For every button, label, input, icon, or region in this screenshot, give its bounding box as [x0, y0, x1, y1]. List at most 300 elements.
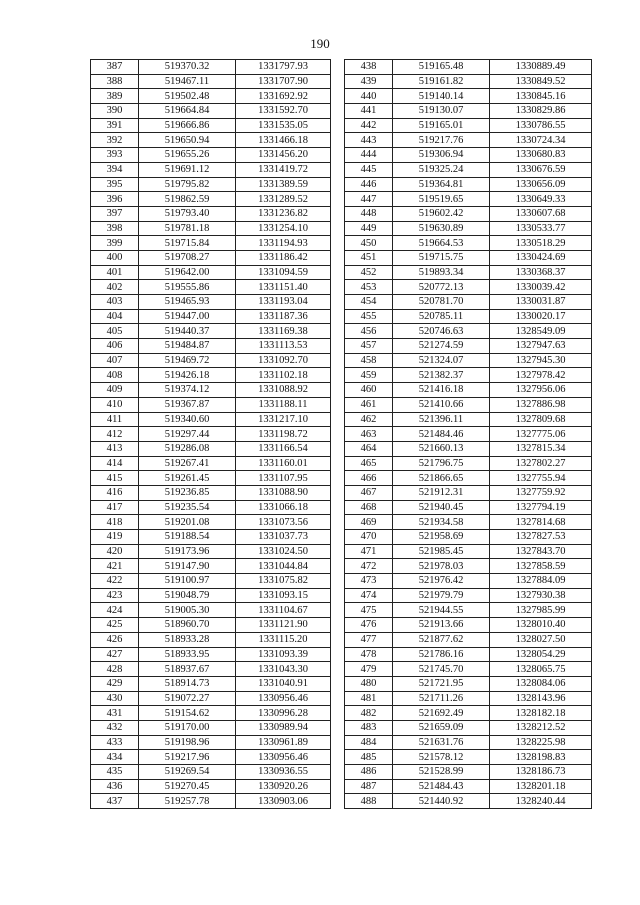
y-coordinate-cell: 1331094.59	[236, 265, 331, 280]
x-coordinate-cell: 519100.97	[139, 574, 236, 589]
y-coordinate-cell: 1331169.38	[236, 324, 331, 339]
table-row	[91, 89, 331, 104]
y-coordinate-cell: 1330424.69	[490, 250, 592, 265]
x-coordinate-cell: 519893.34	[393, 265, 490, 280]
point-number-cell: 456	[345, 324, 393, 339]
x-coordinate-cell: 521484.43	[393, 779, 490, 794]
x-coordinate-cell: 519630.89	[393, 221, 490, 236]
table-row	[345, 368, 592, 383]
y-coordinate-cell: 1331044.84	[236, 559, 331, 574]
y-coordinate-cell: 1331236.82	[236, 206, 331, 221]
table-row	[345, 250, 592, 265]
point-number-cell: 429	[91, 676, 139, 691]
table-row	[345, 133, 592, 148]
point-number-cell: 467	[345, 485, 393, 500]
x-coordinate-cell: 519795.82	[139, 177, 236, 192]
y-coordinate-cell: 1328186.73	[490, 765, 592, 780]
point-number-cell: 457	[345, 339, 393, 354]
coordinate-table-right	[344, 59, 592, 809]
y-coordinate-cell: 1330039.42	[490, 280, 592, 295]
y-coordinate-cell: 1331194.93	[236, 236, 331, 251]
point-number-cell: 406	[91, 339, 139, 354]
point-number-cell: 430	[91, 691, 139, 706]
point-number-cell: 422	[91, 574, 139, 589]
point-number-cell: 432	[91, 720, 139, 735]
point-number-cell: 436	[91, 779, 139, 794]
x-coordinate-cell: 519005.30	[139, 603, 236, 618]
x-coordinate-cell: 518960.70	[139, 618, 236, 633]
x-coordinate-cell: 520785.11	[393, 309, 490, 324]
point-number-cell: 400	[91, 250, 139, 265]
table-row	[345, 412, 592, 427]
y-coordinate-cell: 1328182.18	[490, 706, 592, 721]
y-coordinate-cell: 1327755.94	[490, 471, 592, 486]
point-number-cell: 455	[345, 309, 393, 324]
y-coordinate-cell: 1327886.98	[490, 397, 592, 412]
x-coordinate-cell: 519469.72	[139, 353, 236, 368]
table-row	[345, 324, 592, 339]
y-coordinate-cell: 1330533.77	[490, 221, 592, 236]
point-number-cell: 403	[91, 295, 139, 310]
table-row	[345, 236, 592, 251]
point-number-cell: 439	[345, 74, 393, 89]
table-row	[345, 706, 592, 721]
x-coordinate-cell: 519257.78	[139, 794, 236, 809]
x-coordinate-cell: 519642.00	[139, 265, 236, 280]
x-coordinate-cell: 519198.96	[139, 735, 236, 750]
table-row	[91, 353, 331, 368]
table-row	[91, 324, 331, 339]
table-row	[345, 544, 592, 559]
point-number-cell: 462	[345, 412, 393, 427]
table-row	[91, 559, 331, 574]
table-row	[91, 368, 331, 383]
y-coordinate-cell: 1327802.27	[490, 456, 592, 471]
y-coordinate-cell: 1330956.46	[236, 750, 331, 765]
table-row	[91, 162, 331, 177]
point-number-cell: 487	[345, 779, 393, 794]
x-coordinate-cell: 521721.95	[393, 676, 490, 691]
x-coordinate-cell: 519650.94	[139, 133, 236, 148]
table-row	[345, 309, 592, 324]
y-coordinate-cell: 1330920.26	[236, 779, 331, 794]
table-row	[345, 383, 592, 398]
table-row	[345, 148, 592, 163]
point-number-cell: 437	[91, 794, 139, 809]
point-number-cell: 486	[345, 765, 393, 780]
point-number-cell: 446	[345, 177, 393, 192]
table-row	[345, 691, 592, 706]
y-coordinate-cell: 1331193.04	[236, 295, 331, 310]
x-coordinate-cell: 519140.14	[393, 89, 490, 104]
table-row	[345, 104, 592, 119]
table-row	[91, 691, 331, 706]
x-coordinate-cell: 519072.27	[139, 691, 236, 706]
point-number-cell: 399	[91, 236, 139, 251]
point-number-cell: 423	[91, 588, 139, 603]
point-number-cell: 404	[91, 309, 139, 324]
table-row	[345, 500, 592, 515]
table-row	[91, 295, 331, 310]
x-coordinate-cell: 519325.24	[393, 162, 490, 177]
x-coordinate-cell: 521382.37	[393, 368, 490, 383]
table-row	[345, 295, 592, 310]
y-coordinate-cell: 1331186.42	[236, 250, 331, 265]
x-coordinate-cell: 518914.73	[139, 676, 236, 691]
point-number-cell: 438	[345, 60, 393, 75]
y-coordinate-cell: 1330786.55	[490, 118, 592, 133]
x-coordinate-cell: 521745.70	[393, 662, 490, 677]
point-number-cell: 435	[91, 765, 139, 780]
y-coordinate-cell: 1331160.01	[236, 456, 331, 471]
x-coordinate-cell: 519048.79	[139, 588, 236, 603]
y-coordinate-cell: 1331104.67	[236, 603, 331, 618]
table-row	[91, 397, 331, 412]
table-row	[345, 118, 592, 133]
y-coordinate-cell: 1331113.53	[236, 339, 331, 354]
point-number-cell: 445	[345, 162, 393, 177]
point-number-cell: 433	[91, 735, 139, 750]
y-coordinate-cell: 1331535.05	[236, 118, 331, 133]
x-coordinate-cell: 521958.69	[393, 530, 490, 545]
y-coordinate-cell: 1330829.86	[490, 104, 592, 119]
table-row	[345, 60, 592, 75]
table-row	[91, 794, 331, 809]
x-coordinate-cell: 521659.09	[393, 720, 490, 735]
y-coordinate-cell: 1331093.15	[236, 588, 331, 603]
point-number-cell: 461	[345, 397, 393, 412]
y-coordinate-cell: 1331040.91	[236, 676, 331, 691]
x-coordinate-cell: 521877.62	[393, 632, 490, 647]
point-number-cell: 470	[345, 530, 393, 545]
point-number-cell: 448	[345, 206, 393, 221]
point-number-cell: 474	[345, 588, 393, 603]
y-coordinate-cell: 1331389.59	[236, 177, 331, 192]
table-row	[345, 662, 592, 677]
table-row	[91, 74, 331, 89]
x-coordinate-cell: 519173.96	[139, 544, 236, 559]
point-number-cell: 387	[91, 60, 139, 75]
table-row	[91, 221, 331, 236]
table-row	[91, 412, 331, 427]
y-coordinate-cell: 1328054.29	[490, 647, 592, 662]
point-number-cell: 475	[345, 603, 393, 618]
x-coordinate-cell: 519484.87	[139, 339, 236, 354]
table-row	[91, 544, 331, 559]
x-coordinate-cell: 519465.93	[139, 295, 236, 310]
point-number-cell: 401	[91, 265, 139, 280]
point-number-cell: 452	[345, 265, 393, 280]
x-coordinate-cell: 519862.59	[139, 192, 236, 207]
x-coordinate-cell: 519715.84	[139, 236, 236, 251]
table-row	[345, 530, 592, 545]
x-coordinate-cell: 521528.99	[393, 765, 490, 780]
y-coordinate-cell: 1331456.20	[236, 148, 331, 163]
x-coordinate-cell: 520781.70	[393, 295, 490, 310]
point-number-cell: 407	[91, 353, 139, 368]
table-row	[345, 177, 592, 192]
y-coordinate-cell: 1327843.70	[490, 544, 592, 559]
x-coordinate-cell: 519270.45	[139, 779, 236, 794]
table-row	[91, 588, 331, 603]
y-coordinate-cell: 1331102.18	[236, 368, 331, 383]
table-row	[91, 441, 331, 456]
x-coordinate-cell: 519188.54	[139, 530, 236, 545]
point-number-cell: 428	[91, 662, 139, 677]
point-number-cell: 390	[91, 104, 139, 119]
y-coordinate-cell: 1331289.52	[236, 192, 331, 207]
point-number-cell: 480	[345, 676, 393, 691]
y-coordinate-cell: 1330680.83	[490, 148, 592, 163]
point-number-cell: 405	[91, 324, 139, 339]
x-coordinate-cell: 519666.86	[139, 118, 236, 133]
table-row	[345, 353, 592, 368]
point-number-cell: 421	[91, 559, 139, 574]
x-coordinate-cell: 519165.48	[393, 60, 490, 75]
point-number-cell: 451	[345, 250, 393, 265]
y-coordinate-cell: 1330607.68	[490, 206, 592, 221]
point-number-cell: 424	[91, 603, 139, 618]
y-coordinate-cell: 1327945.30	[490, 353, 592, 368]
table-row	[91, 632, 331, 647]
y-coordinate-cell: 1330518.29	[490, 236, 592, 251]
y-coordinate-cell: 1331198.72	[236, 427, 331, 442]
table-row	[91, 500, 331, 515]
y-coordinate-cell: 1330903.06	[236, 794, 331, 809]
x-coordinate-cell: 521274.59	[393, 339, 490, 354]
x-coordinate-cell: 519130.07	[393, 104, 490, 119]
table-row	[91, 765, 331, 780]
x-coordinate-cell: 521324.07	[393, 353, 490, 368]
x-coordinate-cell: 520746.63	[393, 324, 490, 339]
point-number-cell: 434	[91, 750, 139, 765]
y-coordinate-cell: 1330961.89	[236, 735, 331, 750]
x-coordinate-cell: 521944.55	[393, 603, 490, 618]
point-number-cell: 450	[345, 236, 393, 251]
x-coordinate-cell: 521440.92	[393, 794, 490, 809]
y-coordinate-cell: 1328240.44	[490, 794, 592, 809]
table-row	[91, 750, 331, 765]
y-coordinate-cell: 1330989.94	[236, 720, 331, 735]
x-coordinate-cell: 519170.00	[139, 720, 236, 735]
point-number-cell: 418	[91, 515, 139, 530]
x-coordinate-cell: 519161.82	[393, 74, 490, 89]
point-number-cell: 413	[91, 441, 139, 456]
point-number-cell: 444	[345, 148, 393, 163]
y-coordinate-cell: 1331024.50	[236, 544, 331, 559]
x-coordinate-cell: 519235.54	[139, 500, 236, 515]
y-coordinate-cell: 1327985.99	[490, 603, 592, 618]
x-coordinate-cell: 519370.32	[139, 60, 236, 75]
table-row	[345, 720, 592, 735]
y-coordinate-cell: 1327809.68	[490, 412, 592, 427]
y-coordinate-cell: 1331043.30	[236, 662, 331, 677]
table-row	[91, 515, 331, 530]
table-row	[345, 397, 592, 412]
point-number-cell: 458	[345, 353, 393, 368]
x-coordinate-cell: 521796.75	[393, 456, 490, 471]
y-coordinate-cell: 1330956.46	[236, 691, 331, 706]
y-coordinate-cell: 1328065.75	[490, 662, 592, 677]
y-coordinate-cell: 1331217.10	[236, 412, 331, 427]
point-number-cell: 478	[345, 647, 393, 662]
x-coordinate-cell: 519447.00	[139, 309, 236, 324]
point-number-cell: 449	[345, 221, 393, 236]
table-row	[91, 118, 331, 133]
x-coordinate-cell: 518933.28	[139, 632, 236, 647]
table-row	[345, 265, 592, 280]
y-coordinate-cell: 1331088.92	[236, 383, 331, 398]
table-row	[345, 471, 592, 486]
y-coordinate-cell: 1330020.17	[490, 309, 592, 324]
table-row	[91, 735, 331, 750]
x-coordinate-cell: 519364.81	[393, 177, 490, 192]
table-row	[91, 647, 331, 662]
x-coordinate-cell: 519306.94	[393, 148, 490, 163]
y-coordinate-cell: 1327956.06	[490, 383, 592, 398]
point-number-cell: 482	[345, 706, 393, 721]
table-row	[345, 618, 592, 633]
y-coordinate-cell: 1331592.70	[236, 104, 331, 119]
x-coordinate-cell: 521913.66	[393, 618, 490, 633]
x-coordinate-cell: 519217.76	[393, 133, 490, 148]
table-row	[91, 177, 331, 192]
table-row	[91, 206, 331, 221]
y-coordinate-cell: 1331707.90	[236, 74, 331, 89]
y-coordinate-cell: 1331121.90	[236, 618, 331, 633]
y-coordinate-cell: 1330656.09	[490, 177, 592, 192]
y-coordinate-cell: 1328198.83	[490, 750, 592, 765]
y-coordinate-cell: 1331075.82	[236, 574, 331, 589]
table-row	[91, 706, 331, 721]
point-number-cell: 447	[345, 192, 393, 207]
table-row	[91, 60, 331, 75]
y-coordinate-cell: 1330676.59	[490, 162, 592, 177]
table-row	[91, 574, 331, 589]
x-coordinate-cell: 521976.42	[393, 574, 490, 589]
x-coordinate-cell: 519519.65	[393, 192, 490, 207]
point-number-cell: 442	[345, 118, 393, 133]
x-coordinate-cell: 519467.11	[139, 74, 236, 89]
y-coordinate-cell: 1327827.53	[490, 530, 592, 545]
x-coordinate-cell: 521692.49	[393, 706, 490, 721]
y-coordinate-cell: 1328212.52	[490, 720, 592, 735]
point-number-cell: 454	[345, 295, 393, 310]
point-number-cell: 414	[91, 456, 139, 471]
point-number-cell: 483	[345, 720, 393, 735]
point-number-cell: 488	[345, 794, 393, 809]
point-number-cell: 431	[91, 706, 139, 721]
point-number-cell: 485	[345, 750, 393, 765]
y-coordinate-cell: 1327759.92	[490, 485, 592, 500]
x-coordinate-cell: 521631.76	[393, 735, 490, 750]
point-number-cell: 443	[345, 133, 393, 148]
point-number-cell: 402	[91, 280, 139, 295]
x-coordinate-cell: 519781.18	[139, 221, 236, 236]
x-coordinate-cell: 519374.12	[139, 383, 236, 398]
point-number-cell: 476	[345, 618, 393, 633]
point-number-cell: 388	[91, 74, 139, 89]
table-row	[91, 280, 331, 295]
point-number-cell: 473	[345, 574, 393, 589]
table-row	[345, 735, 592, 750]
x-coordinate-cell: 519267.41	[139, 456, 236, 471]
table-row	[91, 618, 331, 633]
table-row	[345, 750, 592, 765]
table-row	[91, 133, 331, 148]
x-coordinate-cell: 521979.79	[393, 588, 490, 603]
page-number: 190	[310, 36, 330, 51]
table-row	[345, 456, 592, 471]
y-coordinate-cell: 1330649.33	[490, 192, 592, 207]
y-coordinate-cell: 1328027.50	[490, 632, 592, 647]
x-coordinate-cell: 519367.87	[139, 397, 236, 412]
y-coordinate-cell: 1330996.28	[236, 706, 331, 721]
y-coordinate-cell: 1331166.54	[236, 441, 331, 456]
table-row	[345, 765, 592, 780]
y-coordinate-cell: 1331188.11	[236, 397, 331, 412]
y-coordinate-cell: 1327858.59	[490, 559, 592, 574]
x-coordinate-cell: 518937.67	[139, 662, 236, 677]
table-row	[345, 574, 592, 589]
table-row	[345, 89, 592, 104]
y-coordinate-cell: 1327775.06	[490, 427, 592, 442]
point-number-cell: 440	[345, 89, 393, 104]
point-number-cell: 389	[91, 89, 139, 104]
coordinate-table-left	[90, 59, 331, 809]
point-number-cell: 411	[91, 412, 139, 427]
x-coordinate-cell: 521416.18	[393, 383, 490, 398]
point-number-cell: 459	[345, 368, 393, 383]
table-row	[91, 603, 331, 618]
point-number-cell: 441	[345, 104, 393, 119]
x-coordinate-cell: 519217.96	[139, 750, 236, 765]
point-number-cell: 426	[91, 632, 139, 647]
x-coordinate-cell: 521985.45	[393, 544, 490, 559]
table-row	[345, 192, 592, 207]
table-row	[345, 515, 592, 530]
table-row	[345, 588, 592, 603]
point-number-cell: 425	[91, 618, 139, 633]
x-coordinate-cell: 519664.84	[139, 104, 236, 119]
x-coordinate-cell: 519261.45	[139, 471, 236, 486]
table-row	[91, 148, 331, 163]
y-coordinate-cell: 1331037.73	[236, 530, 331, 545]
y-coordinate-cell: 1327930.38	[490, 588, 592, 603]
y-coordinate-cell: 1331115.20	[236, 632, 331, 647]
y-coordinate-cell: 1331092.70	[236, 353, 331, 368]
point-number-cell: 464	[345, 441, 393, 456]
point-number-cell: 460	[345, 383, 393, 398]
table-row	[91, 383, 331, 398]
table-row	[345, 441, 592, 456]
y-coordinate-cell: 1328143.96	[490, 691, 592, 706]
x-coordinate-cell: 521396.11	[393, 412, 490, 427]
x-coordinate-cell: 521978.03	[393, 559, 490, 574]
y-coordinate-cell: 1330031.87	[490, 295, 592, 310]
point-number-cell: 463	[345, 427, 393, 442]
table-row	[91, 530, 331, 545]
x-coordinate-cell: 519340.60	[139, 412, 236, 427]
y-coordinate-cell: 1331088.90	[236, 485, 331, 500]
x-coordinate-cell: 521934.58	[393, 515, 490, 530]
x-coordinate-cell: 519165.01	[393, 118, 490, 133]
table-row	[345, 74, 592, 89]
x-coordinate-cell: 519715.75	[393, 250, 490, 265]
table-row	[91, 309, 331, 324]
table-row	[345, 647, 592, 662]
table-row	[91, 265, 331, 280]
